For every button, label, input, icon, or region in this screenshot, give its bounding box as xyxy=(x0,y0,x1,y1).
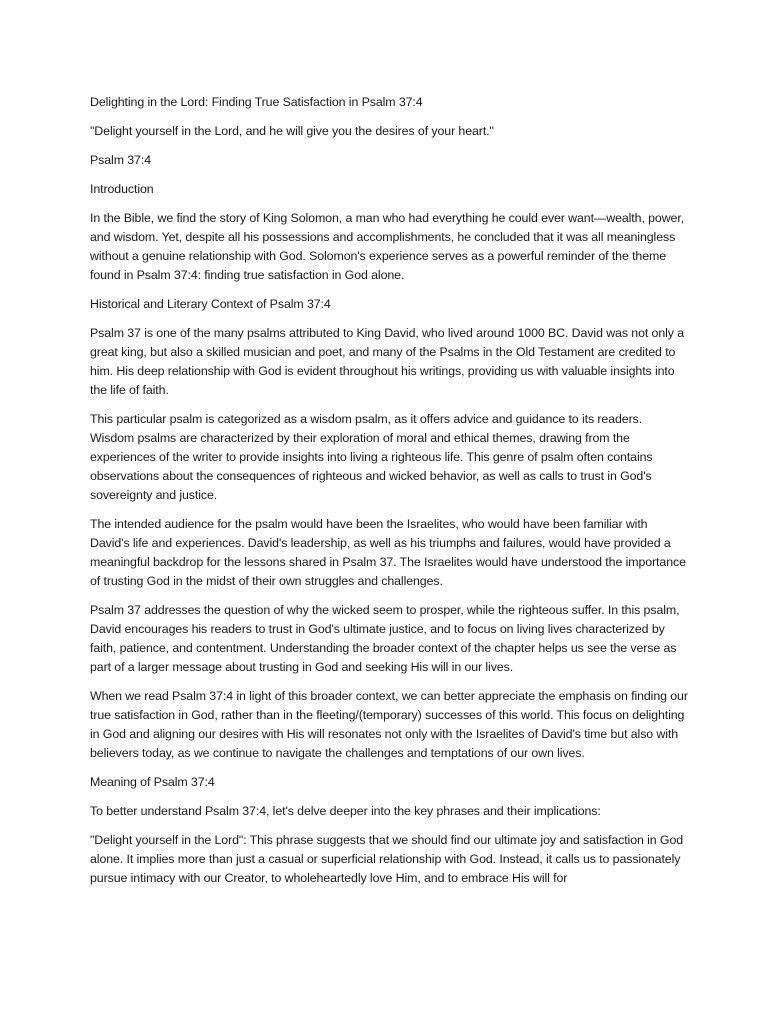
document-title: Delighting in the Lord: Finding True Satisfaction in Psalm 37:4 xyxy=(90,95,423,109)
context-paragraph: Psalm 37 addresses the question of why the wicked seem to prosper, while the righteous suffer. In this psalm, David encourages his readers to trust in God's ultimate justice, and to focus on living lives characterized by faith, patience, and contentment. Understanding the broader context of the chapter helps us see the verse as part of a larger message about trusting in God and seeking His will in our lives. xyxy=(90,603,680,674)
key-verse-quote: "Delight yourself in the Lord, and he will give you the desires of your heart." xyxy=(90,124,494,138)
context-paragraph: Psalm 37 is one of the many psalms attributed to King David, who lived around 1000 BC. David was not only a great king, but also a skilled musician and poet, and many of the Psalms in the Old Testament are credited to him. His deep relationship with God is evident throughout his writings, providing us with valuable insights into the life of faith. xyxy=(90,326,685,397)
introduction-heading: Introduction xyxy=(90,182,154,196)
context-paragraph: When we read Psalm 37:4 in light of this broader context, we can better appreciate the emphasis on finding our true satisfaction in God, rather than in the fleeting/(temporary) successes of this world. This focus on delighting in God and aligning our desires with His will resonates not only with the Israelites of David's time but also with believers today, as we continue to navigate the challenges and temptations of our own lives. xyxy=(90,689,688,760)
meaning-intro: To better understand Psalm 37:4, let's delve deeper into the key phrases and their implications: xyxy=(90,804,601,818)
introduction-paragraph: In the Bible, we find the story of King Solomon, a man who had everything he could ever want—wealth, power, and wisdom. Yet, despite all his possessions and accomplishments, he concluded that it was all meaningless without a genuine relationship with God. Solomon's experience serves as a powerful reminder of the theme found in Psalm 37:4: finding true satisfaction in God alone. xyxy=(90,211,685,282)
document-page xyxy=(90,93,688,898)
meaning-heading: Meaning of Psalm 37:4 xyxy=(90,775,215,789)
meaning-paragraph: "Delight yourself in the Lord": This phrase suggests that we should find our ultimate joy and satisfaction in God alone. It implies more than just a casual or superficial relationship with God. Instead, it calls us to passionately pursue intimacy with our Creator, to wholeheartedly love Him, and to embrace His will for xyxy=(90,833,684,885)
context-paragraph: This particular psalm is categorized as a wisdom psalm, as it offers advice and guidance to its readers. Wisdom psalms are characterized by their exploration of moral and ethical themes, drawing from the experiences of the writer to provide insights into living a righteous life. This genre of psalm often contains observations about the consequences of righteous and wicked behavior, as well as calls to trust in God's sovereignty and justice. xyxy=(90,412,653,502)
verse-reference: Psalm 37:4 xyxy=(90,153,151,167)
context-paragraph: The intended audience for the psalm would have been the Israelites, who would have been familiar with David's life and experiences. David's leadership, as well as his triumphs and failures, would have provided a meaningful backdrop for the lessons shared in Psalm 37. The Israelites would have understood the importance of trusting God in the midst of their own struggles and challenges. xyxy=(90,517,686,588)
context-heading: Historical and Literary Context of Psalm 37:4 xyxy=(90,297,331,311)
